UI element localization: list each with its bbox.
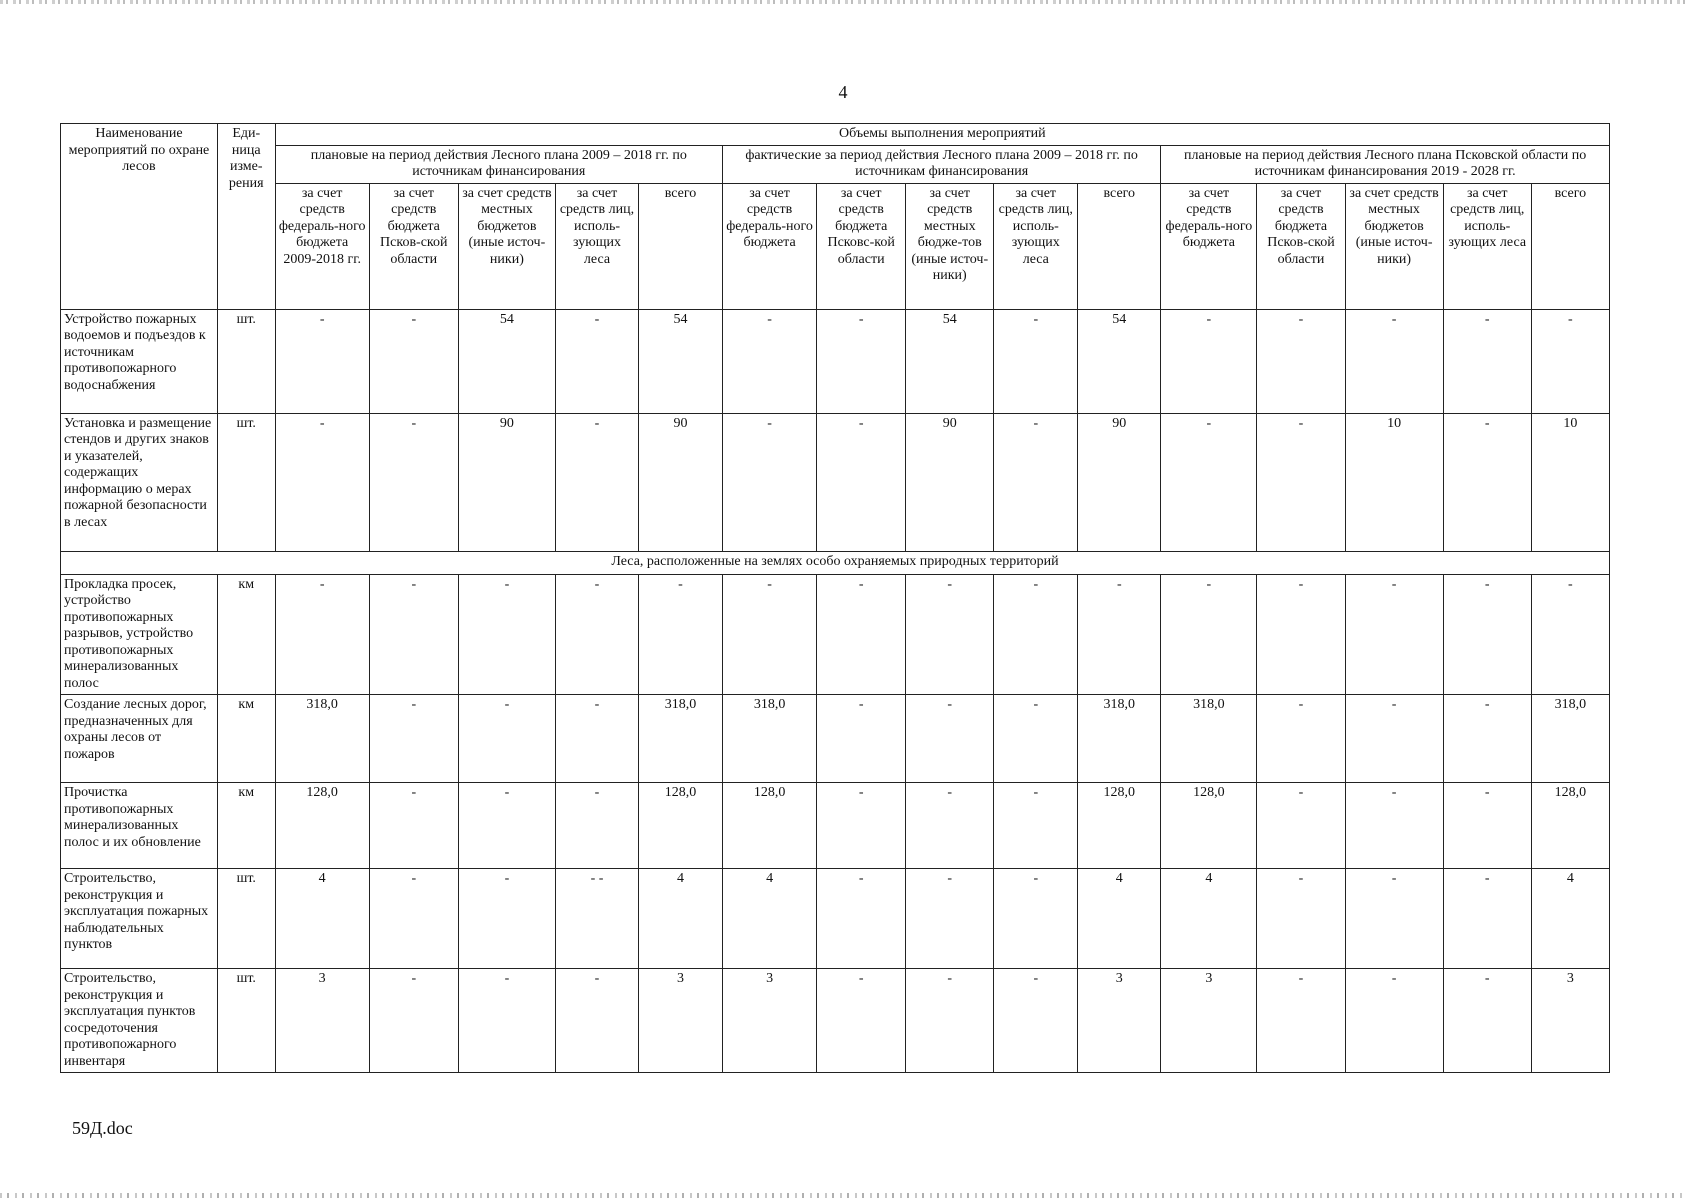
subcol-header: за счет средств местных бюджетов (иные источ-ники) (1345, 183, 1443, 309)
row-value: - (1257, 413, 1345, 551)
row-value: 4 (638, 869, 722, 969)
row-value: - (994, 969, 1078, 1073)
row-value: - (906, 695, 994, 783)
row-value: - (1161, 574, 1257, 695)
row-value: - (1531, 309, 1609, 413)
row-unit: шт. (217, 869, 275, 969)
table-row (61, 413, 1610, 551)
row-value: 3 (1078, 969, 1161, 1073)
row-value: - (458, 969, 555, 1073)
row-value: - (1257, 695, 1345, 783)
header-group-actual-2009: фактические за период действия Лесного плана 2009 – 2018 гг. по источникам финансирования (723, 145, 1161, 183)
row-value: 54 (1078, 309, 1161, 413)
row-value: 128,0 (638, 783, 722, 869)
row-value: - (817, 309, 906, 413)
row-value: - (555, 413, 638, 551)
row-value: 4 (1531, 869, 1609, 969)
row-value: 54 (906, 309, 994, 413)
subcol-header: за счет средств бюджета Псков-ской области (1257, 183, 1345, 309)
table-row (61, 783, 1610, 869)
row-value: - (1257, 783, 1345, 869)
row-value: - (1257, 969, 1345, 1073)
row-value: - (994, 413, 1078, 551)
row-value: - (994, 783, 1078, 869)
row-value: - (1078, 574, 1161, 695)
row-name: Создание лесных дорог, предназначенных для охраны лесов от пожаров (61, 695, 218, 783)
row-value: - (994, 309, 1078, 413)
row-value: 128,0 (275, 783, 369, 869)
row-value: 128,0 (1531, 783, 1609, 869)
row-unit: км (217, 783, 275, 869)
row-value: - (723, 413, 817, 551)
row-value: 4 (1078, 869, 1161, 969)
row-value: - (1161, 309, 1257, 413)
row-unit: км (217, 695, 275, 783)
row-value: - (369, 969, 458, 1073)
subcol-header: за счет средств бюджета Псковс-кой области (817, 183, 906, 309)
table-section (61, 551, 1610, 574)
table-body-protected (61, 574, 1610, 1073)
row-value: - (555, 309, 638, 413)
row-unit: км (217, 574, 275, 695)
row-value: - (906, 869, 994, 969)
row-value: - (1345, 783, 1443, 869)
row-value: - (817, 783, 906, 869)
header-name: Наименование мероприятий по охране лесов (61, 124, 218, 310)
page-number: 4 (838, 82, 848, 102)
row-value: - (458, 783, 555, 869)
row-value: 3 (1161, 969, 1257, 1073)
row-unit: шт. (217, 969, 275, 1073)
subcol-header: за счет средств местных бюджетов (иные источ-ники) (458, 183, 555, 309)
row-value: - (555, 695, 638, 783)
subcol-header: за счет средств федераль-ного бюджета (723, 183, 817, 309)
row-value: - (555, 574, 638, 695)
table-row (61, 969, 1610, 1073)
row-value: - (369, 413, 458, 551)
row-value: - (994, 574, 1078, 695)
subcol-header: за счет средств местных бюдже-тов (иные источ-ники) (906, 183, 994, 309)
row-value: 4 (275, 869, 369, 969)
row-value: 128,0 (723, 783, 817, 869)
row-value: - (458, 574, 555, 695)
row-value: 128,0 (1078, 783, 1161, 869)
row-value: 128,0 (1161, 783, 1257, 869)
row-value: - (723, 574, 817, 695)
section-title: Леса, расположенные на землях особо охраняемых природных территорий (61, 551, 1610, 574)
row-value: - (817, 574, 906, 695)
document-filename: 59Д.doc (72, 1118, 133, 1138)
row-value: 54 (458, 309, 555, 413)
row-name: Установка и размещение стендов и других знаков и указателей, содержащих информацию о мерах пожарной безопасности в лесах (61, 413, 218, 551)
row-value: - (906, 783, 994, 869)
row-value: 318,0 (1161, 695, 1257, 783)
row-value: - (1443, 574, 1531, 695)
row-value: - (1443, 413, 1531, 551)
subcol-header: за счет средств лиц, исполь-зующих леса (1443, 183, 1531, 309)
row-value: - (817, 969, 906, 1073)
row-value: - (1443, 783, 1531, 869)
row-value: - (1443, 695, 1531, 783)
scan-edge-bottom (0, 1193, 1686, 1198)
row-value: 3 (638, 969, 722, 1073)
row-value: - (275, 413, 369, 551)
subcol-header: всего (1078, 183, 1161, 309)
row-name: Прочистка противопожарных минерализованных полос и их обновление (61, 783, 218, 869)
table-row (61, 309, 1610, 413)
row-value: - (1345, 869, 1443, 969)
row-value: 90 (906, 413, 994, 551)
header-row-3 (61, 183, 1610, 309)
row-value: - (1257, 309, 1345, 413)
row-value: - (1257, 869, 1345, 969)
row-value: 90 (458, 413, 555, 551)
row-value: - (275, 574, 369, 695)
row-value: - (638, 574, 722, 695)
row-unit: шт. (217, 309, 275, 413)
row-value: 318,0 (638, 695, 722, 783)
row-name: Строительство, реконструкция и эксплуатация пожарных наблюдательных пунктов (61, 869, 218, 969)
row-value: - (369, 309, 458, 413)
header-row-2 (61, 145, 1610, 183)
row-value: - (906, 969, 994, 1073)
row-value: - (1443, 869, 1531, 969)
row-value: - (555, 783, 638, 869)
row-value: 54 (638, 309, 722, 413)
row-value: - (723, 309, 817, 413)
row-value: - (1345, 574, 1443, 695)
row-value: - (369, 695, 458, 783)
row-value: 318,0 (1531, 695, 1609, 783)
row-value: - (1345, 695, 1443, 783)
row-value: - (994, 695, 1078, 783)
row-value: 90 (1078, 413, 1161, 551)
scan-edge-top (0, 0, 1686, 4)
table-row (61, 574, 1610, 695)
row-value: - - (555, 869, 638, 969)
subcol-header: всего (1531, 183, 1609, 309)
row-value: - (369, 869, 458, 969)
row-value: 10 (1531, 413, 1609, 551)
row-value: - (369, 574, 458, 695)
subcol-header: за счет средств лиц, исполь-зующих леса (994, 183, 1078, 309)
subcol-header: за счет средств лиц, исполь-зующих леса (555, 183, 638, 309)
table-row (61, 869, 1610, 969)
row-value: - (555, 969, 638, 1073)
forest-protection-table (60, 123, 1610, 1073)
row-name: Прокладка просек, устройство противопожарных разрывов, устройство противопожарных минерализованных полос (61, 574, 218, 695)
row-value: - (906, 574, 994, 695)
row-value: 3 (723, 969, 817, 1073)
row-name: Строительство, реконструкция и эксплуатация пунктов сосредоточения противопожарного инвентаря (61, 969, 218, 1073)
row-unit: шт. (217, 413, 275, 551)
row-value: 318,0 (275, 695, 369, 783)
row-value: - (275, 309, 369, 413)
row-value: 3 (1531, 969, 1609, 1073)
row-value: 4 (1161, 869, 1257, 969)
header-volumes: Объемы выполнения мероприятий (275, 124, 1609, 146)
row-value: - (817, 869, 906, 969)
header-group-planned-2019: плановые на период действия Лесного плана Псковской области по источникам финансирования 2019 - 2028 гг. (1161, 145, 1610, 183)
row-value: - (817, 413, 906, 551)
header-unit: Еди-ница изме-рения (217, 124, 275, 310)
subcol-header: за счет средств федераль-ного бюджета 2009-2018 гг. (275, 183, 369, 309)
row-value: 318,0 (1078, 695, 1161, 783)
row-value: - (458, 695, 555, 783)
row-value: - (994, 869, 1078, 969)
row-value: - (1161, 413, 1257, 551)
row-value: - (1345, 309, 1443, 413)
row-name: Устройство пожарных водоемов и подъездов к источникам противопожарного водоснабжения (61, 309, 218, 413)
row-value: 3 (275, 969, 369, 1073)
row-value: 4 (723, 869, 817, 969)
header-group-planned-2009: плановые на период действия Лесного плана 2009 – 2018 гг. по источникам финансирования (275, 145, 722, 183)
subcol-header: за счет средств федераль-ного бюджета (1161, 183, 1257, 309)
row-value: 318,0 (723, 695, 817, 783)
row-value: - (458, 869, 555, 969)
row-value: - (1443, 309, 1531, 413)
section-row (61, 551, 1610, 574)
table-row (61, 695, 1610, 783)
row-value: - (369, 783, 458, 869)
table-body-main (61, 309, 1610, 551)
row-value: 90 (638, 413, 722, 551)
subcol-header: за счет средств бюджета Псков-ской области (369, 183, 458, 309)
subcol-header: всего (638, 183, 722, 309)
row-value: - (1257, 574, 1345, 695)
row-value: - (1443, 969, 1531, 1073)
header-row-1 (61, 124, 1610, 146)
row-value: 10 (1345, 413, 1443, 551)
row-value: - (817, 695, 906, 783)
row-value: - (1531, 574, 1609, 695)
row-value: - (1345, 969, 1443, 1073)
